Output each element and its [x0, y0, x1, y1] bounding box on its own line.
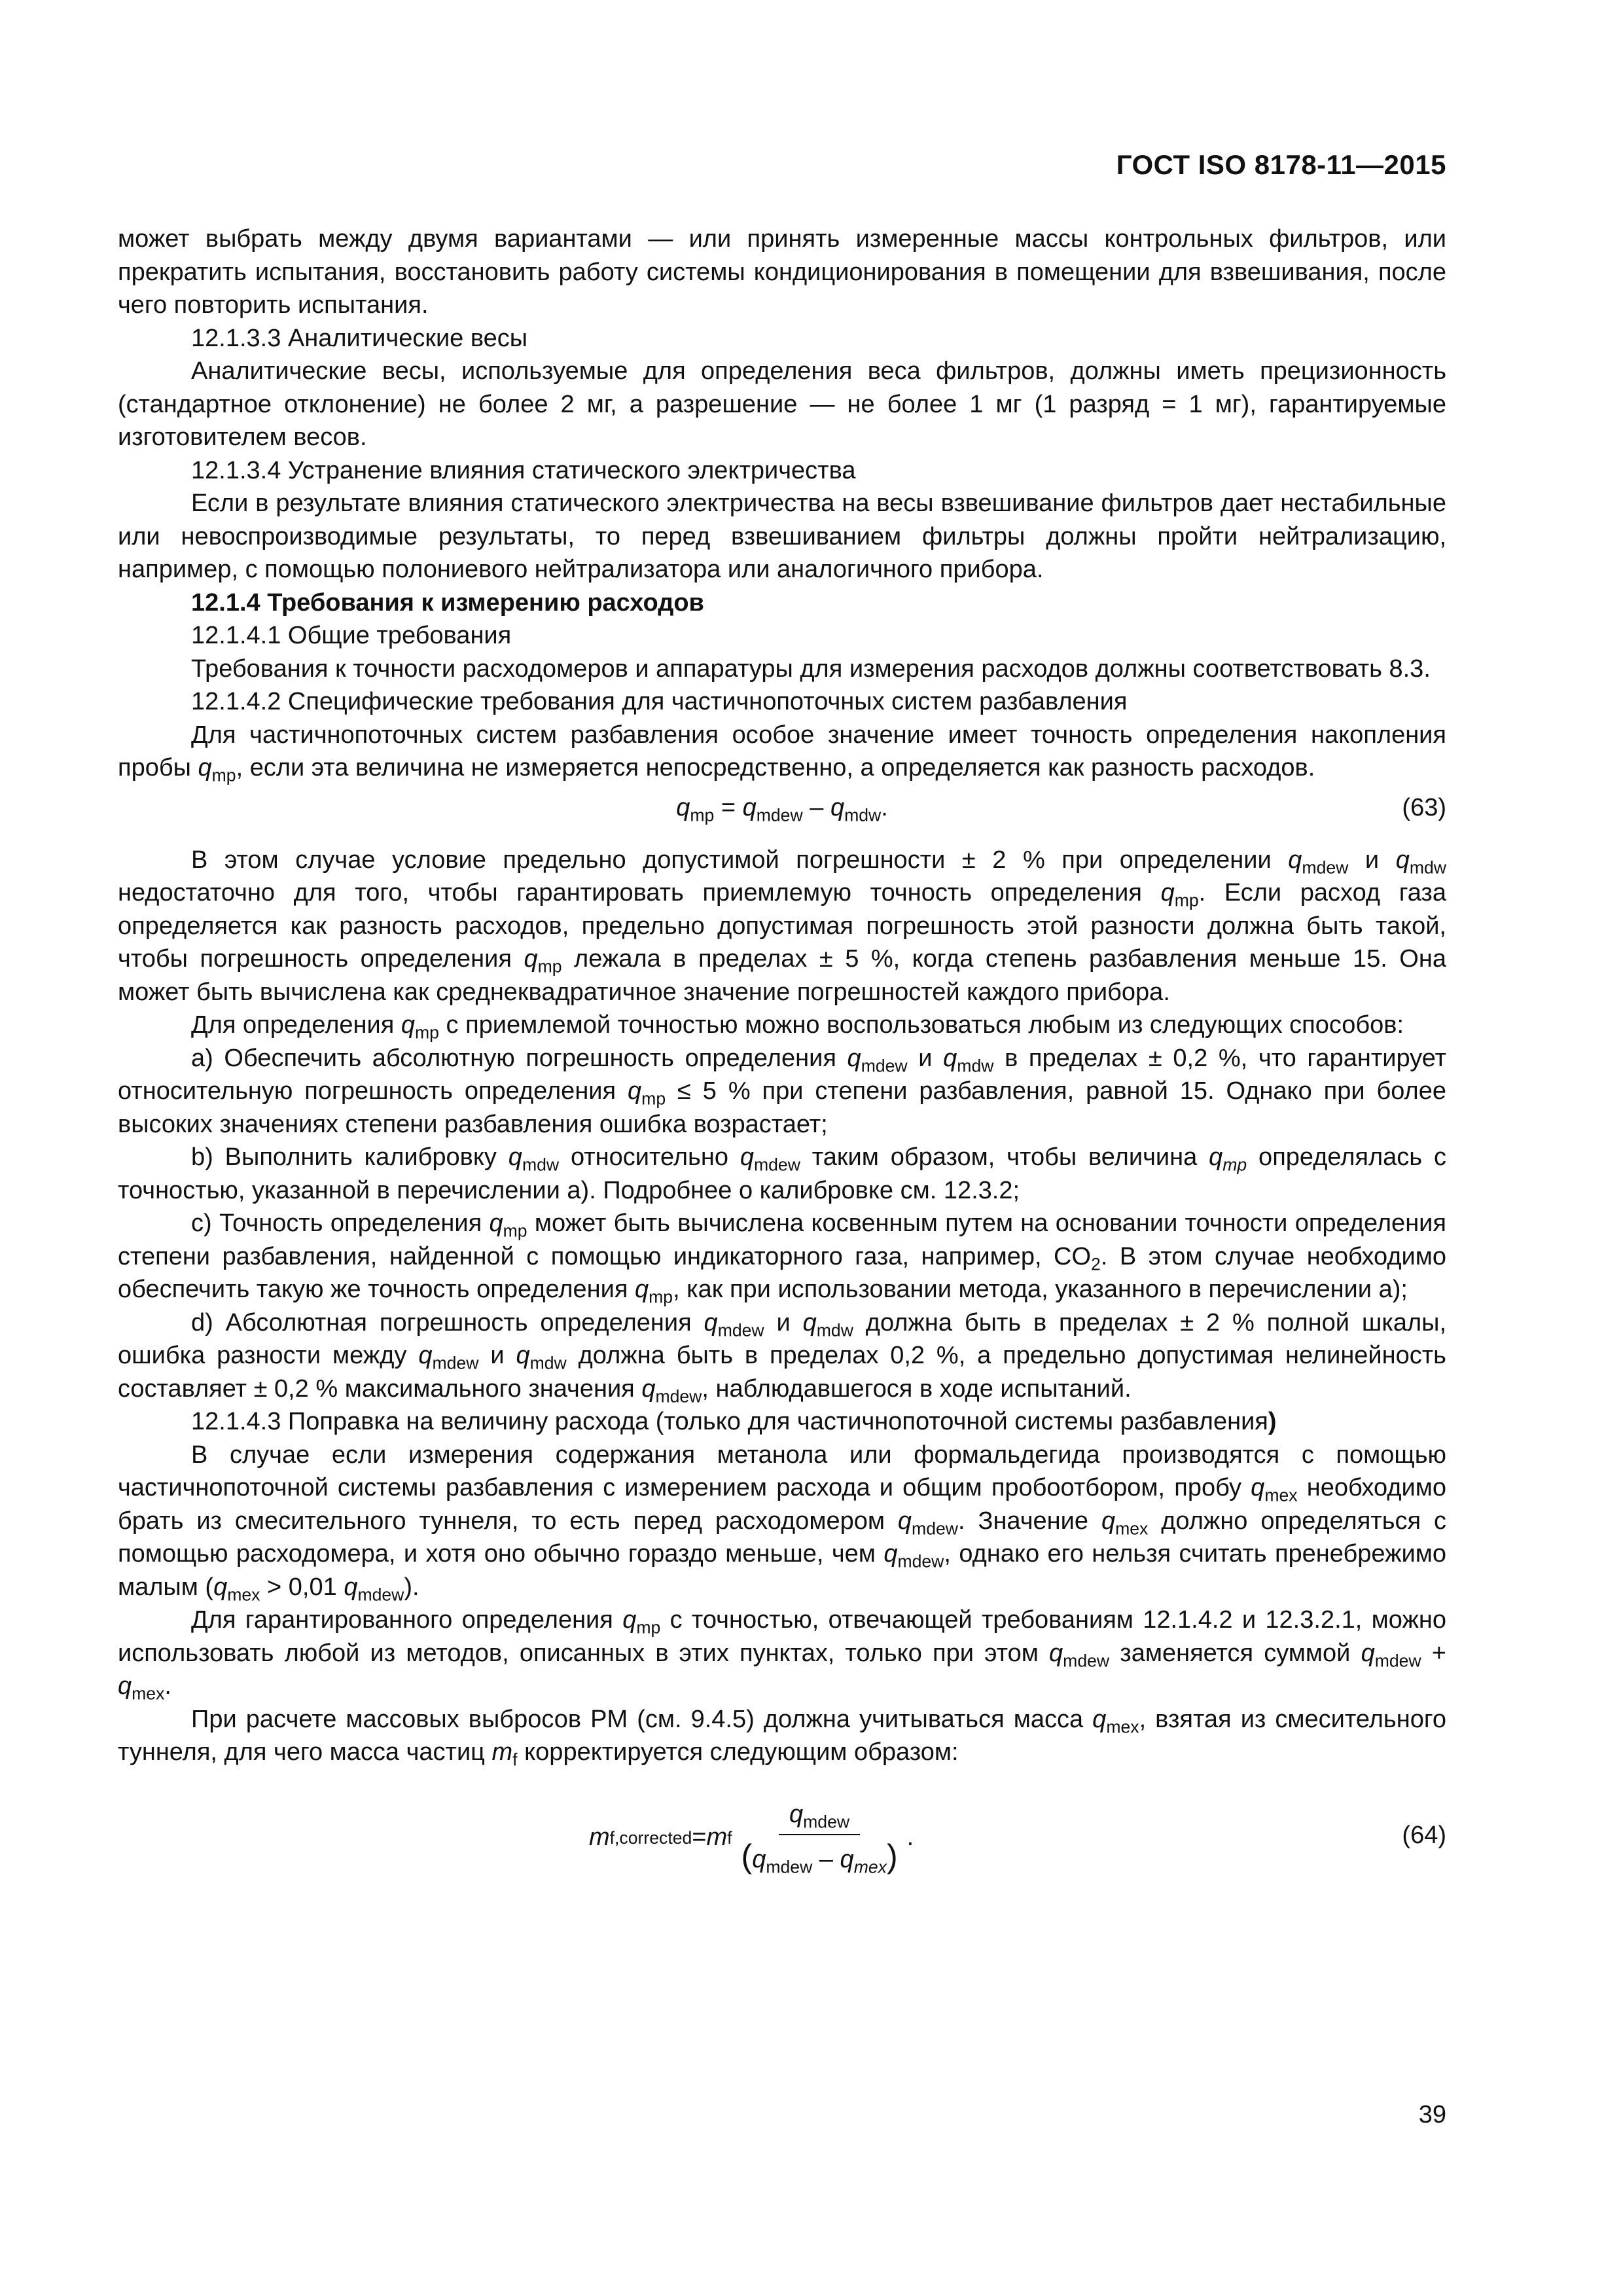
section-heading: 12.1.3.3 Аналитические весы — [191, 324, 528, 352]
paragraph: Для гарантированного определения $q_{mp}$ с точностью, отвечающей требованиям 12.1.4.2 и 12.3.2.1, можно использовать любой из методов, описанных в этих пунктах, только при этом $q_{mdew}$ заменяется суммой $q_{mdew} + q_{mex}$. — [118, 1606, 1446, 1704]
document-body — [118, 223, 1446, 1887]
section-heading: 12.1.4.2 Специфические требования для частичнопоточных систем разбавления — [191, 688, 1128, 715]
equation-63 — [118, 791, 1446, 834]
equation-64-formula: m f,corrected = m f $\frac{q_{mdew}}{(q_{mdew} - q_{mex})}$ . — [589, 1789, 914, 1887]
paragraph: Если в результате влияния статического электричества на весы взвешивание фильтров дает нестабильные или невоспроизводимые результаты, то перед взвешиванием фильтры должны пройти нейтрализацию, например, с помощью полониевого нейтрализатора или аналогичного прибора. — [118, 490, 1446, 583]
list-item: а) Обеспечить абсолютную погрешность определения $q_{mdew}$ и $q_{mdw}$ в пределах ± 0,2 %, что гарантирует относительную погрешность определения $q_{mp} \le 5$ % при степени разбавления, равной 15. Однако при более высоких значениях степени разбавления ошибка возрастает; — [118, 1044, 1447, 1138]
fraction-denominator: $(q_{mdew} - q_{mex})$ — [741, 1838, 898, 1877]
equation-64 — [118, 1789, 1446, 1887]
paragraph: Для частичнопоточных систем разбавления особое значение имеет точность определения накопления пробы $q_{mp}$, если эта величина не измеряется непосредственно, а определяется как разность расходов. — [118, 721, 1446, 785]
paragraph: В этом случае условие предельно допустимой погрешности ± 2 % при определении $q_{mdew}$ и $q_{mdw}$ недостаточно для того, чтобы гарантировать приемлемую точность определения $q_{mp}$. Если расход газа определяется как разность расходов, предельно допустимая погрешность этой разности должна быть такой, чтобы погрешность определения $q_{mp}$ лежала в пределах ± 5 %, когда степень разбавления меньше 15. Она может быть вычислена как среднеквадратичное значение погрешностей каждого прибора. — [118, 846, 1446, 1006]
document-header: ГОСТ ISO 8178-11—2015 — [1116, 149, 1446, 180]
section-heading: 12.1.3.4 Устранение влияния статического электричества — [191, 456, 856, 484]
fraction — [736, 1797, 903, 1878]
equation-number: (63) — [1402, 793, 1446, 821]
list-item: b) Выполнить калибровку $q_{mdw}$ относительно $q_{mdew}$ таким образом, чтобы величина $q_{mp}$ определялась с точностью, указанной в перечислении а). Подробнее о калибровке см. 12.3.2; — [118, 1143, 1446, 1204]
fraction-numerator: $q_{mdew}$ — [779, 1797, 860, 1835]
paragraph: В случае если измерения содержания метанола или формальдегида производятся с помощью частичнопоточной системы разбавления с измерением расхода и общим пробоотбором, пробу $q_{mex}$ необходимо брать из смесительного туннеля, то есть перед расходомером $q_{mdew}$. Значение $q_{mex}$ должно определяться с помощью расходомера, и хотя оно обычно гораздо меньше, чем $q_{mdew}$, однако его нельзя считать пренебрежимо малым ($q_{mex} > 0,01$ $q_{mdew}$). — [118, 1441, 1447, 1604]
equation-63-formula: $q_{mp} = q_{mdew} - q_{mdw}$. — [676, 793, 888, 825]
section-heading: 12.1.4 Требования к измерению расходов — [191, 588, 704, 617]
paragraph: может выбрать между двумя вариантами — или принять измеренные массы контрольных фильтров, или прекратить испытания, восстановить работу системы кондиционирования в помещении для взвешивания, после чего повторить испытания. — [118, 225, 1446, 319]
paragraph: При расчете массовых выбросов PM (см. 9.4.5) должна учитываться масса $q_{mex}$, взятая из смесительного туннеля, для чего масса частиц $m_f$ корректируется следующим образом: — [118, 1705, 1446, 1770]
section-heading: 12.1.4.1 Общие требования — [191, 622, 512, 649]
page-number: 39 — [1418, 2101, 1446, 2128]
equation-number: (64) — [1402, 1821, 1446, 1849]
paragraph: Для определения $q_{mp}$ с приемлемой точностью можно воспользоваться любым из следующих способов: — [191, 1011, 1404, 1043]
paragraph: Аналитические весы, используемые для определения веса фильтров, должны иметь прецизионность (стандартное отклонение) не более 2 мг, а разрешение — не более 1 мг (1 разряд = 1 мг), гарантируемые изготовителем весов. — [118, 357, 1446, 451]
list-item: c) Точность определения $q_{mp}$ может быть вычислена косвенным путем на основании точности определения степени разбавления, найденной с помощью индикаторного газа, например, $CO_2$. В этом случае необходимо обеспечить такую же точность определения $q_{mp}$, как при использовании метода, указанного в перечислении а); — [118, 1210, 1446, 1307]
paragraph: Требования к точности расходомеров и аппаратуры для измерения расходов должны соответствовать 8.3. — [191, 655, 1431, 683]
section-heading: 12.1.4.3 Поправка на величину расхода (только для частичнопоточной системы разбавления) — [191, 1408, 1277, 1435]
list-item: d) Абсолютная погрешность определения $q_{mdew}$ и $q_{mdw}$ должна быть в пределах ± 2 % полной шкалы, ошибка разности между $q_{mdew}$ и $q_{mdw}$ должна быть в пределах 0,2 %, а предельно допустимая нелинейность составляет ± 0,2 % максимального значения $q_{mdew}$, наблюдавшегося в ходе испытаний. — [118, 1308, 1447, 1406]
